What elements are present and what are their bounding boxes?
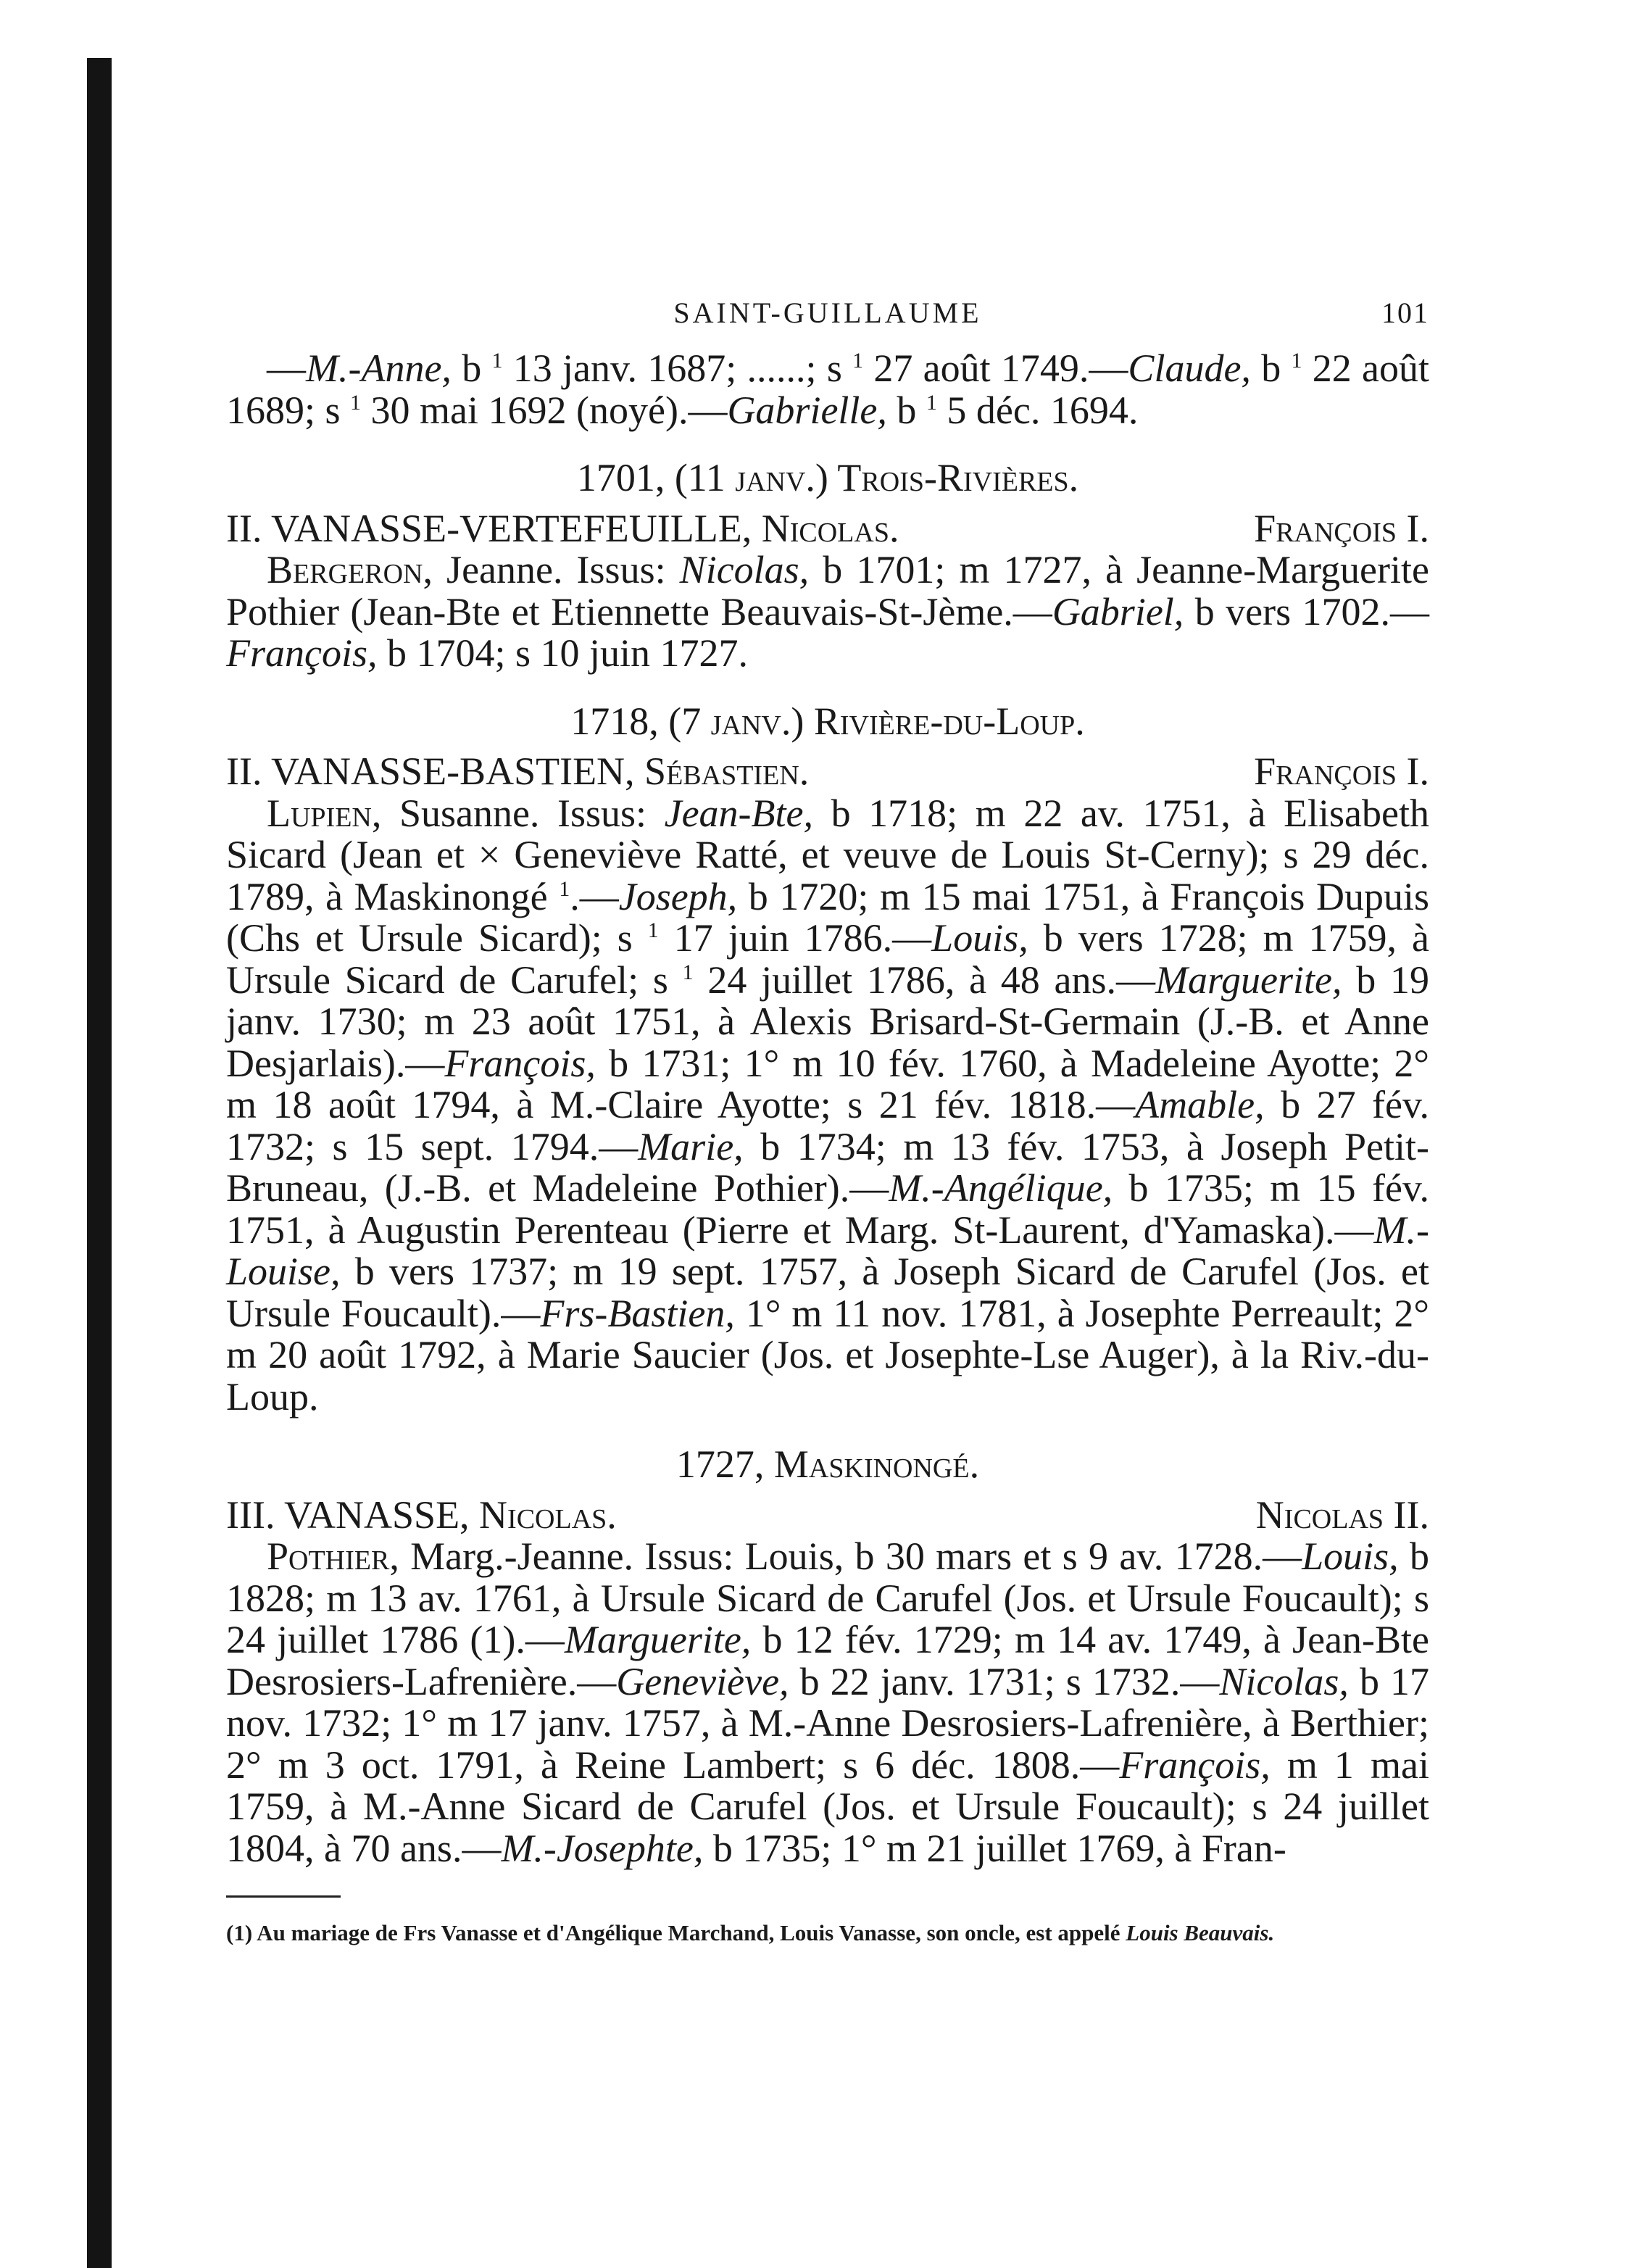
text-run: b vers 1702.—	[1184, 589, 1430, 634]
text-run: Lupien	[267, 791, 372, 835]
text-run: Pothier	[267, 1534, 390, 1578]
person-name: Nicolas,	[679, 548, 810, 591]
person-name: Gabrielle,	[727, 388, 887, 432]
text-run: b	[886, 388, 926, 432]
person-name: Amable,	[1135, 1083, 1265, 1126]
person-name: Marie,	[638, 1124, 744, 1168]
genealogy-entry	[226, 457, 1429, 675]
text-run: b 27 fév. 1732; s 15 sept. 1794.—	[226, 1083, 1430, 1168]
entry-heading	[226, 751, 1429, 793]
text-run: 5 déc. 1694.	[936, 388, 1139, 432]
text-run: 17 juin 1786.—	[658, 916, 932, 960]
text-run: m 1 mai 1759, à M.-Anne Sicard de Carufel (Jos. et Ursule Foucault); s 24 juillet 1804, à 70 ans.—	[226, 1742, 1429, 1870]
person-name: Marguerite,	[564, 1618, 752, 1661]
reference-superscript: 1	[350, 390, 362, 415]
person-name: Louis,	[931, 916, 1028, 960]
entry-text	[226, 549, 1429, 675]
running-header	[226, 275, 1429, 348]
person-name: M.-Angélique,	[889, 1166, 1113, 1210]
person-name: Marguerite,	[1155, 958, 1342, 1002]
marriage-date-place: 1727, Maskinongé.	[675, 1442, 980, 1486]
text-run: b 1735; m 15 fév. 1751, à Augustin Perenteau (Pierre et Marg. St-Laurent, d'Yamaska).—	[226, 1166, 1429, 1252]
person-name: M.-Louise,	[226, 1208, 1429, 1293]
text-run: b vers 1728; m 1759, à Ursule Sicard de Carufel; s	[226, 916, 1429, 1002]
footnote	[226, 1920, 1429, 1946]
text-run: 30 mai 1692 (noyé).—	[361, 388, 728, 432]
text-run: b	[1250, 346, 1292, 390]
text-run: b 1704; s 10 juin 1727.	[377, 631, 749, 675]
entry-heading	[226, 508, 1429, 550]
footnote-rule	[226, 1895, 341, 1898]
reference-superscript: 1	[647, 918, 659, 942]
person-name: Claude,	[1128, 346, 1251, 390]
entry-parent: Nicolas II.	[1255, 1492, 1429, 1537]
text-run: .—	[570, 874, 619, 918]
person-name: Joseph,	[618, 874, 738, 918]
text-run: b 12 fév. 1729; m 14 av. 1749, à Jean-Bte Desrosiers-Lafrenière.—	[226, 1618, 1429, 1703]
text-run: b 1720; m 15 mai 1751, à François Dupuis (Chs et Ursule Sicard); s	[226, 874, 1429, 960]
reference-superscript: 1	[852, 349, 864, 373]
reference-superscript: 1	[926, 390, 937, 415]
binding-shadow	[87, 58, 112, 2268]
text-run: b 17 nov. 1732; 1° m 17 janv. 1757, à M.-Anne Desrosiers-Lafrenière, à Berthier; 2° m 3 oct. 1791, à Reine Lambert; s 6 déc. 1808.—	[226, 1659, 1430, 1787]
entry-text	[226, 1536, 1429, 1869]
text-run: b 1701; m 1727, à Jeanne-Marguerite Pothier (Jean-Bte et Etiennette Beauvais-St-Jème.—	[226, 548, 1429, 634]
entry-text	[226, 793, 1429, 1418]
entries	[226, 457, 1429, 1869]
person-name: M.-Josephte,	[501, 1826, 704, 1870]
person-name: Gabriel,	[1052, 589, 1184, 634]
text-run: b 1718; m 22 av. 1751, à Elisabeth Sicard (Jean et × Geneviève Ratté, et veuve de Louis St-Cerny); s 29 déc. 1789, à Maskinongé	[226, 791, 1429, 918]
running-title: SAINT-GUILLAUME	[673, 296, 982, 329]
person-name: Louis Beauvais.	[1126, 1920, 1275, 1945]
genealogy-entry	[226, 701, 1429, 1418]
person-name: Jean-Bte,	[664, 791, 813, 835]
person-name: Frs-Bastien,	[540, 1291, 735, 1335]
person-name: Nicolas,	[1219, 1659, 1349, 1703]
marriage-date-place: 1718, (7 janv.) Rivière-du-Loup.	[570, 699, 1085, 743]
genealogy-entry	[226, 1444, 1429, 1869]
person-name: Louis,	[1302, 1534, 1399, 1578]
entry-heading	[226, 1492, 1429, 1537]
text-run: b vers 1737; m 19 sept. 1757, à Joseph Sicard de Carufel (Jos. et Ursule Foucault).—	[226, 1250, 1429, 1335]
text-run: —	[267, 346, 306, 390]
reference-superscript: 1	[491, 349, 503, 373]
text-run: 22 août 1689; s	[226, 346, 1430, 432]
text-run: , Marg.-Jeanne. Issus: Louis, b 30 mars et s 9 av. 1728.—	[389, 1534, 1302, 1578]
text-run: , Susanne. Issus:	[371, 791, 665, 835]
entry-name: III. VANASSE, Nicolas.	[226, 1492, 617, 1537]
person-name: François,	[226, 631, 378, 675]
entry-name: II. VANASSE-BASTIEN, Sébastien.	[226, 749, 810, 793]
text-run: b 19 janv. 1730; m 23 août 1751, à Alexis Brisard-St-Germain (J.-B. et Anne Desjarlais).—	[226, 958, 1430, 1085]
person-name: Geneviève,	[616, 1659, 789, 1703]
text-run: b 1735; 1° m 21 juillet 1769, à Fran-	[703, 1826, 1286, 1870]
person-name: François,	[444, 1041, 596, 1085]
text-run: 27 août 1749.—	[863, 346, 1128, 390]
text-run: b	[451, 346, 492, 390]
text-run: Bergeron	[267, 548, 423, 591]
person-name: François,	[1119, 1742, 1271, 1787]
book-page	[226, 275, 1429, 1969]
marriage-date-place: 1701, (11 janv.) Trois-Rivières.	[576, 456, 1079, 499]
entry-parent: François I.	[1254, 749, 1429, 793]
text-run: 1° m 11 nov. 1781, à Josephte Perreault; 2° m 20 août 1792, à Marie Saucier (Jos. et Josephte-Lse Auger), à la Riv.-du-Loup.	[226, 1291, 1430, 1418]
reference-superscript: 1	[682, 960, 694, 984]
text-run: b 1731; 1° m 10 fév. 1760, à Madeleine Ayotte; 2° m 18 août 1794, à M.-Claire Ayotte; s 21 fév. 1818.—	[226, 1041, 1429, 1126]
text-run: (1) Au mariage de Frs Vanasse et d'Angélique Marchand, Louis Vanasse, son oncle, est appelé	[226, 1920, 1126, 1945]
reference-superscript: 1	[559, 876, 570, 901]
text-run: b 1734; m 13 fév. 1753, à Joseph Petit-Bruneau, (J.-B. et Madeleine Pothier).—	[226, 1124, 1429, 1210]
person-name: M.-Anne,	[306, 346, 452, 390]
reference-superscript: 1	[1291, 349, 1302, 373]
entry-parent: François I.	[1254, 506, 1429, 550]
text-run: , Jeanne. Issus:	[423, 548, 680, 591]
text-run: b 1828; m 13 av. 1761, à Ursule Sicard de Carufel (Jos. et Ursule Foucault); s 24 juillet 1786 (1).—	[226, 1534, 1429, 1661]
text-run: 13 janv. 1687; ......; s	[502, 346, 853, 390]
intro-paragraph	[226, 348, 1429, 431]
entry-name: II. VANASSE-VERTEFEUILLE, Nicolas.	[226, 506, 899, 550]
text-run: b 22 janv. 1731; s 1732.—	[789, 1659, 1220, 1703]
text-run: 24 juillet 1786, à 48 ans.—	[693, 958, 1156, 1002]
page-number: 101	[1381, 296, 1429, 329]
